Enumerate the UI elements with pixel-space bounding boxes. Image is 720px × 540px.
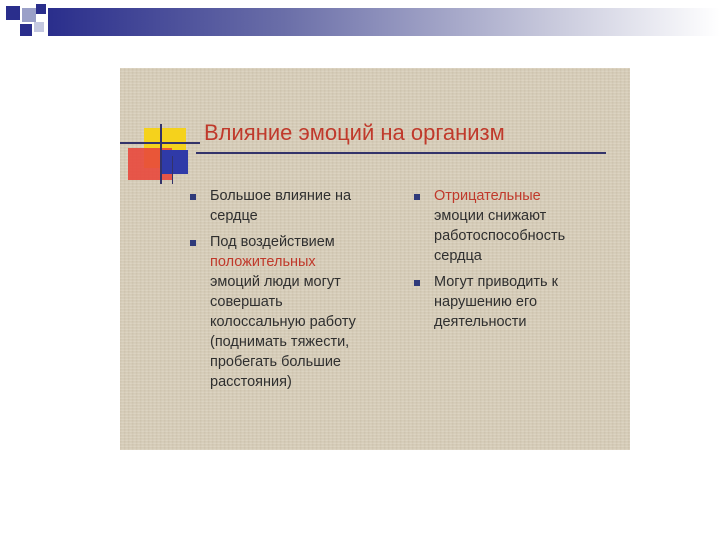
decor-vertical-line — [172, 156, 173, 184]
item-text: Большое влияние на — [210, 188, 352, 204]
item-text: пробегать большие — [210, 354, 341, 370]
item-text: колоссальную работу — [210, 314, 356, 330]
slide-image — [120, 68, 630, 450]
top-decor-square — [6, 6, 20, 20]
list-item — [188, 186, 392, 226]
item-text: сердце — [210, 208, 258, 224]
slide-title: Влияние эмоций на организм — [204, 120, 505, 145]
item-text: нарушению его — [434, 294, 538, 310]
item-text: эмоции снижают — [434, 208, 547, 224]
item-text: (поднимать тяжести, — [210, 334, 350, 350]
item-text: эмоций люди могут — [210, 274, 341, 290]
item-text: Могут приводить к — [434, 274, 558, 290]
left-column — [188, 186, 392, 398]
top-decor-square — [36, 4, 46, 14]
top-decor-square — [22, 8, 36, 22]
item-text: работоспособность — [434, 228, 566, 244]
title-underline — [196, 152, 606, 154]
item-text: совершать — [210, 294, 283, 310]
bullet-square-icon — [414, 194, 420, 200]
bullet-square-icon — [414, 280, 420, 286]
highlight-text: положительных — [210, 254, 316, 270]
decor-horizontal-line — [120, 142, 200, 144]
decor-blue-square — [160, 150, 188, 174]
list-item — [412, 272, 612, 332]
decor-vertical-line — [160, 124, 162, 184]
item-text: сердца — [434, 248, 482, 264]
bullet-square-icon — [190, 194, 196, 200]
right-column — [412, 186, 612, 338]
item-text: Под воздействием — [210, 234, 335, 250]
top-decor-square — [20, 24, 32, 36]
item-text: расстояния) — [210, 374, 292, 390]
highlight-text: Отрицательные — [434, 188, 541, 204]
bullet-square-icon — [190, 240, 196, 246]
item-text: деятельности — [434, 314, 527, 330]
list-item — [188, 232, 392, 392]
top-gradient-bar — [48, 8, 720, 36]
list-item — [412, 186, 612, 266]
top-decor-square — [34, 22, 44, 32]
